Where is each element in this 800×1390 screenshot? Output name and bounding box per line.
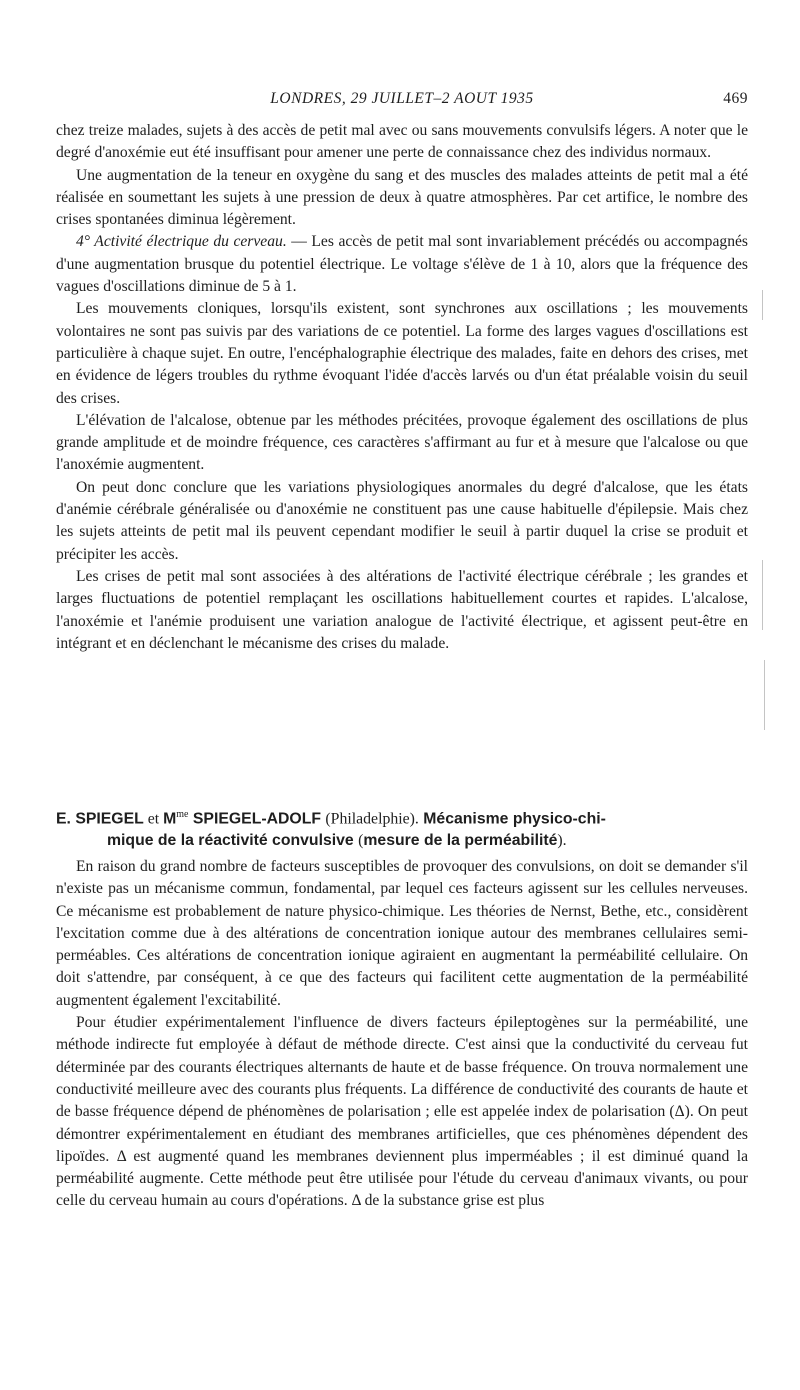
abstract-title-parenthetical: mesure de la perméabilité bbox=[363, 832, 558, 850]
abstract-title-line-1: Mécanisme physico-chi- bbox=[418, 810, 606, 828]
abstract-title-line-2: mique de la réactivité convulsive bbox=[107, 832, 359, 850]
paragraph bbox=[56, 231, 748, 298]
margin-scan-mark bbox=[762, 290, 763, 320]
margin-scan-mark bbox=[764, 660, 765, 730]
paragraph: L'élévation de l'alcalose, obtenue par les méthodes précitées, provoque également des oscillations de plus grande amplitude et de moindre fréquence, ces caractères s'affirmant au fur et à mesure que l'alcalose ou que l'anoxémie augmentent. bbox=[56, 411, 748, 474]
author-title: M bbox=[163, 810, 177, 828]
paragraph: Pour étudier expérimentalement l'influence de divers facteurs épileptogènes sur la perméabilité, une méthode indirecte fut employée à défaut de méthode directe. C'est ainsi que la conductivité du cerveau fut déterminée par des courants électriques alternants de haute et de basse fréquence. On trouva normalement une conductivité meilleure avec des courants plus fréquents. La différence de conductivité des courants de haute et de basse fréquence dépend de phénomènes de polarisation ; elle est appelée index de polarisation (Δ). On peut démontrer expérimentalement en étudiant des membranes artificielles, que ces phénomènes dépendent des lipoïdes. Δ est augmenté quand les membranes deviennent plus imperméables ; il est diminué quand la perméabilité augmente. Cette méthode peut être utilisée pour l'étude du cerveau d'animaux vivants, ou pour celle du cerveau humain au cours d'opérations. Δ de la substance grise est plus bbox=[56, 1014, 748, 1210]
paragraph: Une augmentation de la teneur en oxygène du sang et des muscles des malades atteints de petit mal a été réalisée en soumettant les sujets à une pression de deux à quatre atmosphères. Par cet artifice, le nombre des crises spontanées diminua légèrement. bbox=[56, 166, 748, 229]
paragraph: En raison du grand nombre de facteurs susceptibles de provoquer des convulsions, on doit se demander s'il n'existe pas un mécanisme commun, fondamental, par lequel ces facteurs agissent sur les cellules nerveuses. Ce mécanisme est probablement de nature physico-chimique. Les théories de Nernst, Bethe, etc., considèrent l'excitation comme due à des altérations de concentration ionique autour des membranes cellulaires semi-perméables. Ces altérations de concentration ionique agiraient en augmentant la perméabilité cellulaire. On doit s'attendre, par conséquent, à ce que des facteurs qui facilitent cette augmentation de la perméabilité augmentent également l'excitabilité. bbox=[56, 858, 748, 1009]
author-conjunction: et bbox=[143, 810, 164, 828]
section-spiegel-body bbox=[56, 856, 748, 1213]
author-1: E. SPIEGEL bbox=[56, 810, 144, 828]
page-number: 469 bbox=[723, 90, 748, 107]
subsection-lead: 4° Activité électrique du cerveau. bbox=[76, 233, 287, 251]
paragraph: chez treize malades, sujets à des accès de petit mal avec ou sans mouvements convulsifs légers. A noter que le degré d'anoxémie eut été insuffisant pour amener une perte de connaissance chez des individus normaux. bbox=[56, 122, 748, 162]
author-2: SPIEGEL-ADOLF bbox=[188, 810, 326, 828]
running-head bbox=[56, 90, 748, 112]
running-title: LONDRES, 29 JUILLET–2 AOUT 1935 bbox=[270, 90, 534, 107]
author-affiliation: (Philadelphie). bbox=[325, 810, 419, 828]
paragraph: Les mouvements cloniques, lorsqu'ils existent, sont synchrones aux oscillations ; les mouvements volontaires ne sont pas suivis par des variations de ce potentiel. La forme des larges vagues d'oscillations est particulière à chaque sujet. En outre, l'encéphalographie électrique des malades, faite en dehors des crises, met en évidence de légers troubles du rythme évoquant l'idée d'accès larvés ou d'un état préalable voisin du seuil des crises. bbox=[56, 300, 748, 407]
abstract-heading: E. SPIEGEL et $M^{me}$ SPIEGEL-ADOLF (Philadelphie). Mécanisme physico-chi- mique de la réactivité convulsive (mesure de la perméabilité). bbox=[56, 809, 606, 850]
paragraph-text: — Les accès de petit mal sont invariablement précédés ou accompagnés d'une augmentation brusque du potentiel électrique. Le voltage s'élève de 1 à 10, alors que la fréquence des vagues d'oscillations diminue de 5 à 1. bbox=[56, 233, 748, 296]
author-title-sup: me bbox=[176, 809, 189, 820]
paragraph: On peut donc conclure que les variations physiologiques anormales du degré d'alcalose, que les états d'anémie cérébrale généralisée ou d'anoxémie ne constituent pas une cause habituelle d'épilepsie. Mais chez les sujets atteints de petit mal ils peuvent cependant modifier le seuil à partir duquel la crise se produit et précipiter les accès. bbox=[56, 478, 748, 563]
margin-scan-mark bbox=[762, 560, 763, 630]
paragraph: Les crises de petit mal sont associées à des altérations de l'activité électrique cérébrale ; les grandes et larges fluctuations de potentiel remplaçant les oscillations habituellement courtes et rapides. L'alcalose, l'anoxémie et l'anémie produisent une variation analogue de l'activité électrique, et agissent peut-être en intégrant et en déclenchant le mécanisme des crises du malade. bbox=[56, 567, 748, 652]
section-petit-mal-body bbox=[56, 120, 748, 655]
